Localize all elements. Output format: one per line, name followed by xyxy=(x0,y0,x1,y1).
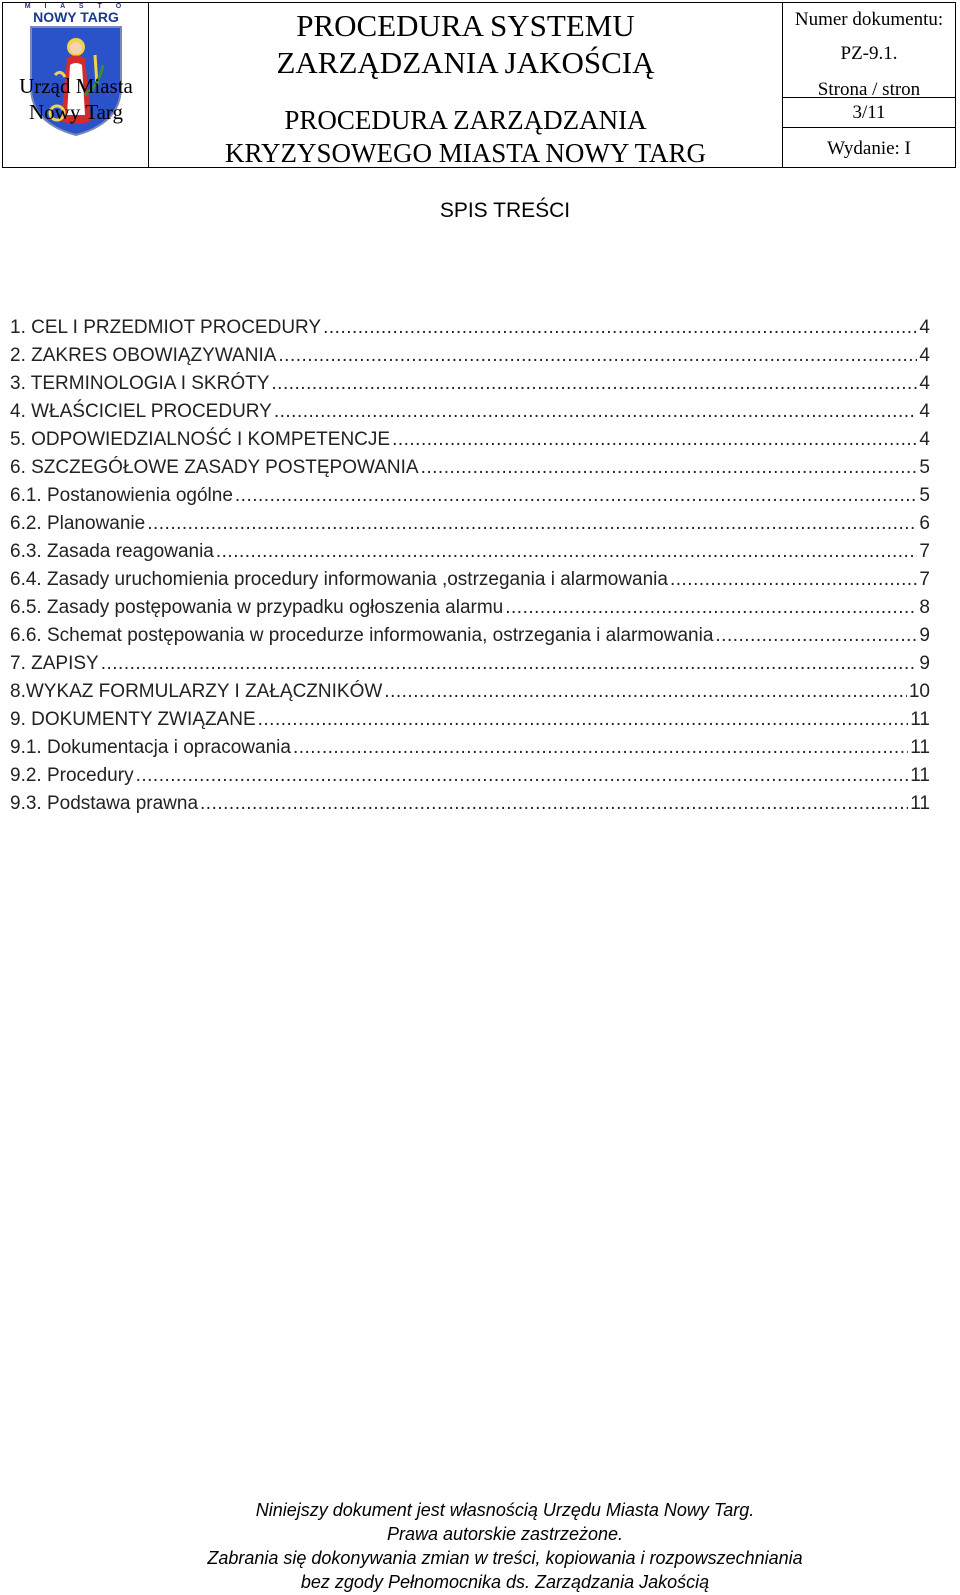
toc-entry-label: 8.WYKAZ FORMULARZY I ZAŁĄCZNIKÓW xyxy=(10,681,383,702)
toc-dot-leader xyxy=(505,594,917,622)
toc-entry-label: 6.1. Postanowienia ogólne xyxy=(10,485,233,506)
toc-entry-page: 8 xyxy=(919,597,930,618)
toc-entry[interactable] xyxy=(10,622,930,650)
document-title xyxy=(149,7,782,81)
page-cell xyxy=(783,98,955,128)
toc-entry-page: 11 xyxy=(910,709,930,730)
toc-entry-label: 9. DOKUMENTY ZWIĄZANE xyxy=(10,709,256,730)
toc-dot-leader xyxy=(235,482,918,510)
toc-entry[interactable] xyxy=(10,734,930,762)
toc-entry-page: 5 xyxy=(919,485,930,506)
toc-entry-page: 10 xyxy=(908,681,930,702)
toc-dot-leader xyxy=(200,790,908,818)
toc-entry-page: 11 xyxy=(910,737,930,758)
edition: Wydanie: I xyxy=(827,138,911,159)
toc-entry-label: 6.6. Schemat postępowania w procedurze informowania, ostrzegania i alarmowania xyxy=(10,625,714,646)
toc-entry-label: 6.2. Planowanie xyxy=(10,513,146,534)
subtitle-line1: PROCEDURA ZARZĄDZANIA xyxy=(284,105,647,135)
toc-dot-leader xyxy=(147,510,917,538)
toc-entry-page: 6 xyxy=(919,513,930,534)
footer-line2: Prawa autorskie zastrzeżone. xyxy=(386,1524,624,1544)
toc-dot-leader xyxy=(278,342,917,370)
toc-entry-page: 4 xyxy=(919,401,930,422)
toc-entry-label: 9.2. Procedury xyxy=(10,765,134,786)
toc-entry-label: 7. ZAPISY xyxy=(10,653,99,674)
toc-entry[interactable] xyxy=(10,426,930,454)
toc-entry-label: 6.3. Zasada reagowania xyxy=(10,541,214,562)
toc-dot-leader xyxy=(670,566,917,594)
footer-line4: bez zgody Pełnomocnika ds. Zarządzania Jakością xyxy=(300,1572,710,1592)
toc-entry-page: 7 xyxy=(919,541,930,562)
toc-dot-leader xyxy=(136,762,909,790)
toc-entry-page: 11 xyxy=(910,765,930,786)
toc-entry[interactable] xyxy=(10,342,930,370)
subtitle-line2: KRYZYSOWEGO MIASTA NOWY TARG xyxy=(225,138,706,168)
toc-entry-label: 2. ZAKRES OBOWIĄZYWANIA xyxy=(10,345,277,366)
page-label: Strona / stron xyxy=(817,79,921,100)
toc-entry-page: 4 xyxy=(919,373,930,394)
edition-cell xyxy=(783,128,955,167)
toc-entry-page: 4 xyxy=(919,429,930,450)
footer-line3: Zabrania się dokonywania zmian w treści, kopiowania i rozpowszechniania xyxy=(207,1548,803,1568)
title-cell xyxy=(149,3,783,167)
title-line1: PROCEDURA SYSTEMU xyxy=(296,8,635,43)
toc-entry-page: 11 xyxy=(910,793,930,814)
page-value: 3/11 xyxy=(852,102,886,123)
toc-entry-label: 6.4. Zasady uruchomienia procedury informowania ,ostrzegania i alarmowania xyxy=(10,569,668,590)
footer-line1: Niniejszy dokument jest własnością Urzędu Miasta Nowy Targ. xyxy=(255,1500,755,1520)
toc-dot-leader xyxy=(271,370,917,398)
doc-number-cell xyxy=(783,3,955,98)
organization-name-line1: Urząd Miasta xyxy=(19,74,133,98)
toc-dot-leader xyxy=(715,622,917,650)
toc-entry-page: 5 xyxy=(919,457,930,478)
toc-entry-label: 5. ODPOWIEDZIALNOŚĆ I KOMPETENCJE xyxy=(10,429,391,450)
document-subtitle xyxy=(149,104,782,170)
toc-entry-page: 9 xyxy=(919,653,930,674)
toc-entry[interactable] xyxy=(10,566,930,594)
doc-number-label: Numer dokumentu: xyxy=(794,9,944,30)
toc-dot-leader xyxy=(384,678,907,706)
toc-dot-leader xyxy=(392,426,917,454)
toc-entry[interactable] xyxy=(10,594,930,622)
toc-entry-page: 7 xyxy=(919,569,930,590)
toc-entry-label: 4. WŁAŚCICIEL PROCEDURY xyxy=(10,401,272,422)
toc-entry[interactable] xyxy=(10,790,930,818)
title-line2: ZARZĄDZANIA JAKOŚCIĄ xyxy=(276,45,655,80)
toc-entry[interactable] xyxy=(10,538,930,566)
toc-title: SPIS TREŚCI xyxy=(439,199,571,222)
toc-entry[interactable] xyxy=(10,762,930,790)
toc-entry[interactable] xyxy=(10,510,930,538)
toc-entry-label: 6.5. Zasady postępowania w przypadku ogłoszenia alarmu xyxy=(10,597,504,618)
toc-dot-leader xyxy=(101,650,918,678)
toc-dot-leader xyxy=(216,538,918,566)
toc-dot-leader xyxy=(421,454,918,482)
doc-number: PZ-9.1. xyxy=(840,43,898,64)
toc-entry-label: 6. SZCZEGÓŁOWE ZASADY POSTĘPOWANIA xyxy=(10,457,419,478)
toc-entry[interactable] xyxy=(10,454,930,482)
toc-entry[interactable] xyxy=(10,314,930,342)
organization-name-line2: Nowy Targ xyxy=(29,100,123,124)
toc-entry-label: 1. CEL I PRZEDMIOT PROCEDURY xyxy=(10,317,322,338)
table-of-contents xyxy=(10,314,930,818)
toc-entry[interactable] xyxy=(10,650,930,678)
toc-entry[interactable] xyxy=(10,398,930,426)
toc-dot-leader xyxy=(323,314,917,342)
toc-entry-page: 4 xyxy=(919,317,930,338)
toc-dot-leader xyxy=(258,706,909,734)
toc-entry[interactable] xyxy=(10,370,930,398)
toc-dot-leader xyxy=(274,398,918,426)
logo-letters: M I A S T O xyxy=(24,3,128,10)
logo-city-name: NOWY TARG xyxy=(33,9,119,25)
document-header xyxy=(2,2,956,168)
logo-cell xyxy=(3,3,149,167)
toc-entry-page: 4 xyxy=(919,345,930,366)
toc-entry-label: 3. TERMINOLOGIA I SKRÓTY xyxy=(10,373,270,394)
toc-entry[interactable] xyxy=(10,678,930,706)
toc-entry-page: 9 xyxy=(919,625,930,646)
toc-entry[interactable] xyxy=(10,706,930,734)
toc-entry-label: 9.1. Dokumentacja i opracowania xyxy=(10,737,291,758)
toc-entry-label: 9.3. Podstawa prawna xyxy=(10,793,199,814)
toc-entry[interactable] xyxy=(10,482,930,510)
toc-dot-leader xyxy=(293,734,908,762)
meta-cell xyxy=(783,3,955,167)
